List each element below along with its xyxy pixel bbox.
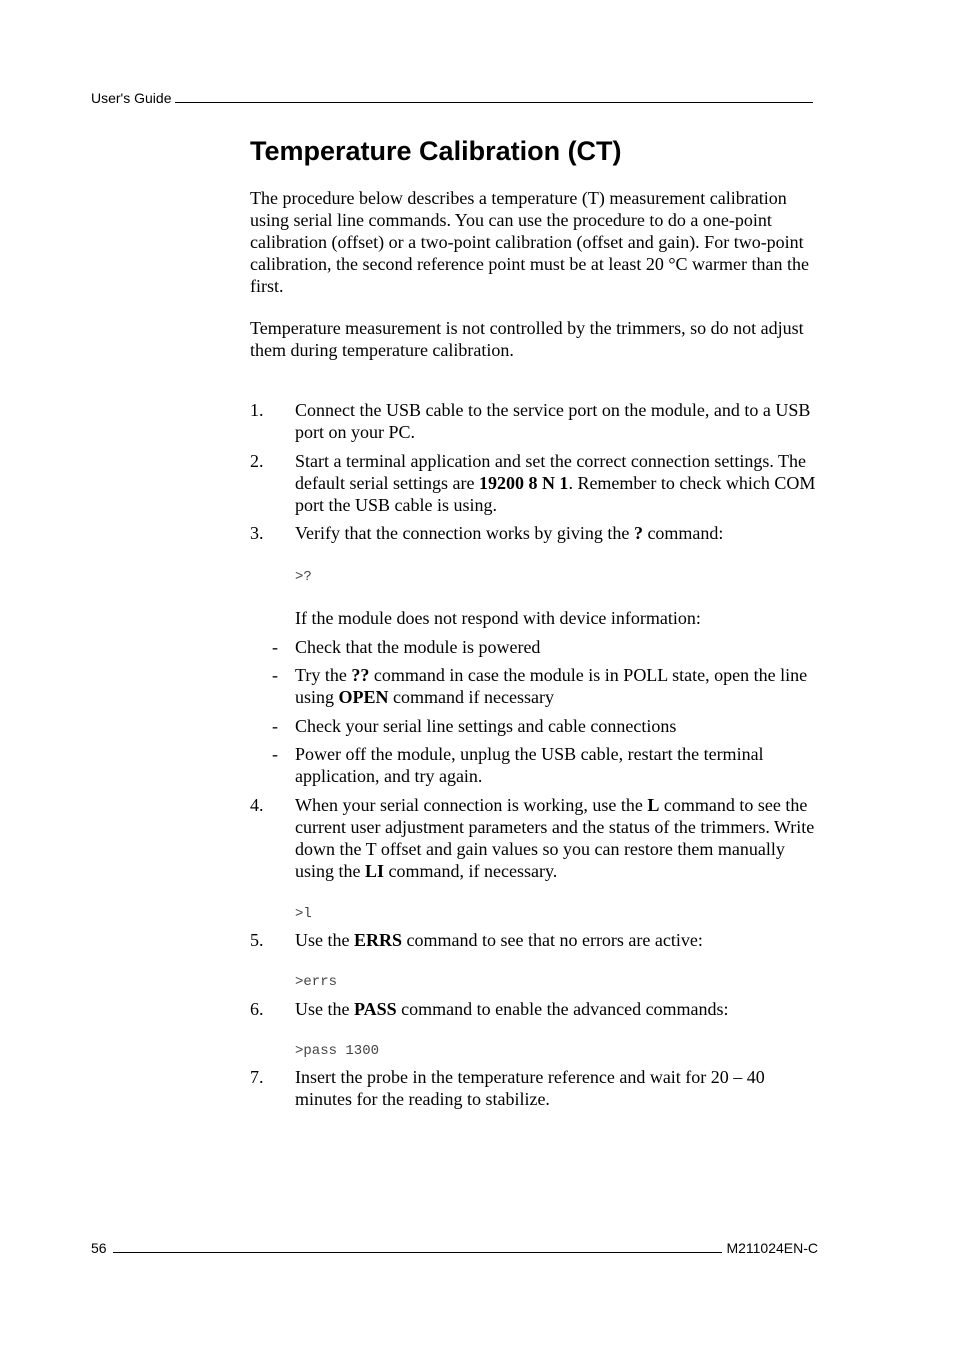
code-errs: >errs bbox=[295, 974, 338, 990]
bullet-2: Try the ?? command in case the module is in POLL state, open the line using OPEN command if necessary bbox=[295, 665, 808, 707]
step-6-number: 6. bbox=[250, 999, 264, 1019]
bullet-dash: - bbox=[272, 744, 278, 764]
command-l: L bbox=[647, 795, 660, 815]
step-4-text: When your serial connection is working, use the L command to see the current user adjustment parameters and the status of the trimmers. Write down the T offset and gain values so you can restore them manually using the LI command, if necessary. bbox=[295, 795, 815, 881]
step-4-number: 4. bbox=[250, 795, 264, 815]
step-1-number: 1. bbox=[250, 400, 264, 420]
bullet-dash: - bbox=[272, 637, 278, 657]
bullet-4: Power off the module, unplug the USB cable, restart the terminal application, and try again. bbox=[295, 744, 764, 786]
header-text: User's Guide bbox=[91, 90, 172, 106]
command-double-question: ?? bbox=[351, 665, 370, 685]
code-pass: >pass 1300 bbox=[295, 1043, 380, 1059]
step-7-number: 7. bbox=[250, 1067, 264, 1087]
running-footer bbox=[91, 1240, 818, 1256]
bullet-1: Check that the module is powered bbox=[295, 637, 541, 657]
step-6-text: Use the PASS command to enable the advanced commands: bbox=[295, 999, 729, 1019]
command-li: LI bbox=[365, 861, 385, 881]
serial-settings: 19200 8 N 1 bbox=[478, 473, 569, 493]
step-3-text: Verify that the connection works by giving the ? command: bbox=[295, 523, 724, 543]
bullet-dash: - bbox=[272, 716, 278, 736]
code-question: >? bbox=[295, 569, 312, 585]
bullet-dash: - bbox=[272, 665, 278, 685]
command-pass: PASS bbox=[353, 999, 397, 1019]
intro-paragraph-2: Temperature measurement is not controlled by the trimmers, so do not adjust them during temperature calibration. bbox=[250, 318, 804, 360]
step-5-text: Use the ERRS command to see that no errors are active: bbox=[295, 930, 703, 950]
step-2-text: Start a terminal application and set the correct connection settings. The default serial settings are 19200 8 N 1. Remember to check which COM port the USB cable is using. bbox=[295, 451, 816, 515]
command-open: OPEN bbox=[338, 687, 389, 707]
page-number: 56 bbox=[91, 1240, 107, 1256]
command-errs: ERRS bbox=[353, 930, 402, 950]
step-3-number: 3. bbox=[250, 523, 264, 543]
code-l: >l bbox=[295, 906, 312, 922]
step-1-text: Connect the USB cable to the service port on the module, and to a USB port on your PC. bbox=[295, 400, 811, 442]
step-3-note: If the module does not respond with device information: bbox=[295, 608, 701, 628]
header-rule bbox=[175, 102, 813, 103]
bullet-3: Check your serial line settings and cable connections bbox=[295, 716, 677, 736]
step-2-number: 2. bbox=[250, 451, 264, 471]
step-5-number: 5. bbox=[250, 930, 264, 950]
command-question: ? bbox=[633, 523, 643, 543]
footer-rule bbox=[113, 1252, 723, 1253]
step-7-text: Insert the probe in the temperature reference and wait for 20 – 40 minutes for the reading to stabilize. bbox=[295, 1067, 765, 1109]
document-code: M211024EN-C bbox=[726, 1240, 818, 1256]
running-header bbox=[91, 90, 813, 106]
page-title: Temperature Calibration (CT) bbox=[250, 136, 622, 166]
intro-paragraph-1: The procedure below describes a temperature (T) measurement calibration using serial line commands. You can use the procedure to do a one-point calibration (offset) or a two-point calibration (offset and gain). For two-point calibration, the second reference point must be at least 20 °C warmer than the first. bbox=[250, 188, 809, 296]
